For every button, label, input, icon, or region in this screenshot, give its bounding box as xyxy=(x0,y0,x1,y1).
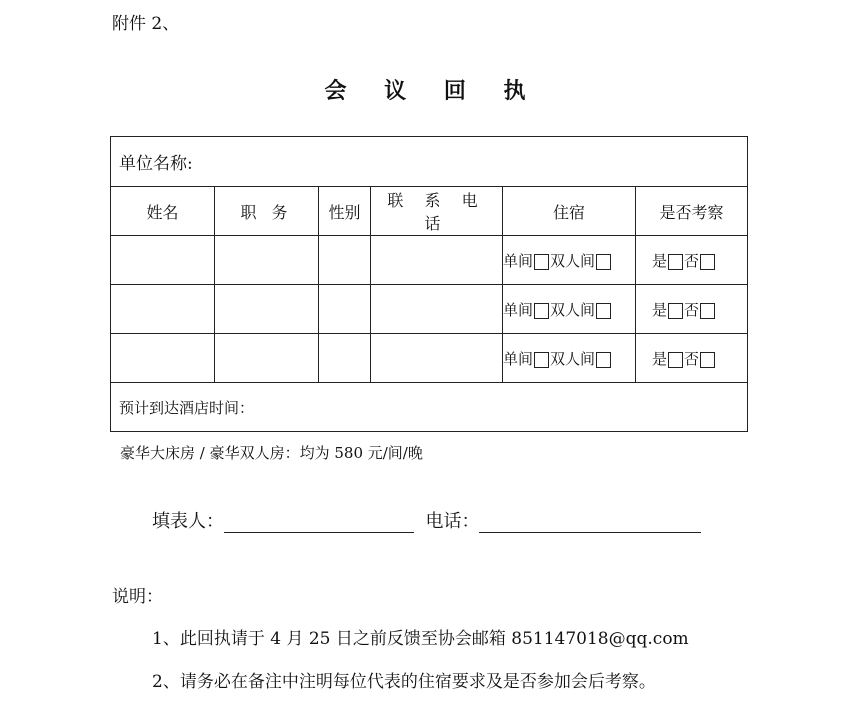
yes-label: 是 xyxy=(652,251,668,270)
yes-label: 是 xyxy=(652,300,668,319)
single-room-checkbox[interactable] xyxy=(534,254,549,270)
double-room-checkbox[interactable] xyxy=(596,352,611,368)
single-room-label: 单间 xyxy=(503,300,534,319)
header-position: 职 务 xyxy=(215,187,319,236)
double-room-label: 双人间 xyxy=(550,251,596,270)
single-room-checkbox[interactable] xyxy=(534,352,549,368)
lodging-cell xyxy=(503,334,636,383)
header-name: 姓名 xyxy=(111,187,215,236)
gender-cell[interactable] xyxy=(319,285,371,334)
header-gender: 性别 xyxy=(319,187,371,236)
yes-label: 是 xyxy=(652,349,668,368)
phone-cell[interactable] xyxy=(371,236,503,285)
no-label: 否 xyxy=(684,251,700,270)
phone-cell[interactable] xyxy=(371,334,503,383)
no-label: 否 xyxy=(684,300,700,319)
single-room-checkbox[interactable] xyxy=(534,303,549,319)
unit-name-cell[interactable] xyxy=(111,137,748,187)
no-checkbox[interactable] xyxy=(700,254,715,270)
position-cell[interactable] xyxy=(215,285,319,334)
no-checkbox[interactable] xyxy=(700,352,715,368)
double-room-label: 双人间 xyxy=(550,349,596,368)
inspection-cell xyxy=(636,285,748,334)
unit-name-label: 单位名称: xyxy=(119,154,193,174)
note-item: 1、此回执请于 4 月 25 日之前反馈至协会邮箱 851147018@qq.com xyxy=(152,629,689,649)
double-room-checkbox[interactable] xyxy=(596,303,611,319)
lodging-cell xyxy=(503,285,636,334)
double-room-label: 双人间 xyxy=(550,300,596,319)
room-price-note: 豪华大床房 / 豪华双人房：均为 580 元/间/晚 xyxy=(120,444,423,462)
filler-name-field[interactable] xyxy=(224,512,414,533)
reply-form-table xyxy=(110,136,748,432)
note-item: 2、请务必在备注中注明每位代表的住宿要求及是否参加会后考察。 xyxy=(152,672,656,692)
single-room-label: 单间 xyxy=(503,349,534,368)
no-checkbox[interactable] xyxy=(700,303,715,319)
gender-cell[interactable] xyxy=(319,334,371,383)
page-title: 会 议 回 执 xyxy=(324,79,541,104)
notes-heading: 说明： xyxy=(112,587,163,607)
phone-cell[interactable] xyxy=(371,285,503,334)
position-cell[interactable] xyxy=(215,334,319,383)
position-cell[interactable] xyxy=(215,236,319,285)
table-row xyxy=(111,334,748,383)
double-room-checkbox[interactable] xyxy=(596,254,611,270)
single-room-label: 单间 xyxy=(503,251,534,270)
header-phone: 联 系 电 话 xyxy=(371,187,503,236)
filler-phone-field[interactable] xyxy=(479,512,701,533)
gender-cell[interactable] xyxy=(319,236,371,285)
attachment-label: 附件 2、 xyxy=(112,14,180,34)
header-inspection: 是否考察 xyxy=(636,187,748,236)
name-cell[interactable] xyxy=(111,236,215,285)
filler-line xyxy=(152,507,701,533)
name-cell[interactable] xyxy=(111,285,215,334)
table-row xyxy=(111,285,748,334)
yes-checkbox[interactable] xyxy=(668,352,683,368)
table-row xyxy=(111,236,748,285)
lodging-cell xyxy=(503,236,636,285)
inspection-cell xyxy=(636,236,748,285)
yes-checkbox[interactable] xyxy=(668,303,683,319)
phone-label: 电话： xyxy=(425,511,480,532)
yes-checkbox[interactable] xyxy=(668,254,683,270)
header-lodging: 住宿 xyxy=(503,187,636,236)
name-cell[interactable] xyxy=(111,334,215,383)
arrival-time-cell[interactable] xyxy=(111,383,748,432)
inspection-cell xyxy=(636,334,748,383)
filler-label: 填表人： xyxy=(152,511,224,532)
arrival-time-label: 预计到达酒店时间： xyxy=(119,398,255,417)
no-label: 否 xyxy=(684,349,700,368)
